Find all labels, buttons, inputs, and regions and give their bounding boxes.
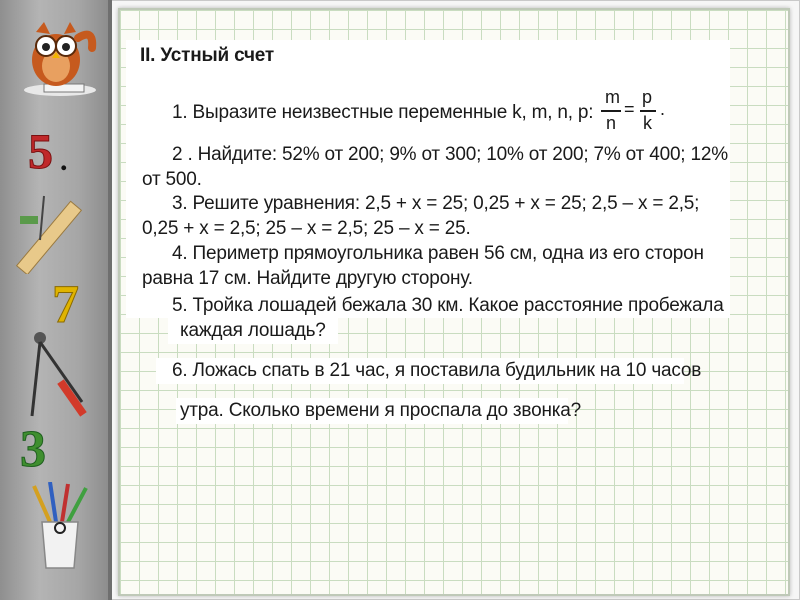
- task-1: 1. Выразите неизвестные переменные k, m, n, p:: [172, 102, 594, 123]
- formula-equals: =: [624, 99, 635, 119]
- task-6-line-2: утра. Сколько времени я проспала до звонка?: [180, 400, 582, 421]
- svg-text:.: .: [60, 144, 68, 177]
- pencil-cup-icon: [20, 482, 100, 572]
- task-5-line-2: каждая лошадь?: [180, 320, 326, 341]
- ruler-pencil-icon: [14, 190, 94, 274]
- formula-num-right: p: [642, 87, 653, 107]
- formula-den-left: n: [606, 113, 617, 133]
- svg-text:3: 3: [20, 421, 46, 474]
- formula-den-right: k: [643, 113, 652, 133]
- svg-text:5: 5: [28, 123, 53, 178]
- task-4-line-2: равна 17 см. Найдите другую сторону.: [142, 268, 473, 289]
- grade-three-icon: [16, 418, 72, 474]
- owl-teacher-icon: [14, 8, 106, 98]
- task-4-line-1: 4. Периметр прямоугольника равен 56 см, одна из его сторон: [172, 243, 704, 264]
- task-3-line-1: 3. Решите уравнения: 2,5 + х = 25; 0,25 + х = 25; 2,5 – х = 2,5;: [172, 193, 700, 214]
- task-5-line-1: 5. Тройка лошадей бежала 30 км. Какое расстояние пробежала: [172, 295, 724, 316]
- grade-seven-icon: [48, 274, 96, 330]
- compass-icon: [20, 328, 100, 424]
- fraction-bar-right: [640, 110, 656, 112]
- task-2-line-2: от 500.: [142, 169, 202, 190]
- task-3-line-2: 0,25 + х = 2,5; 25 – х = 2,5; 25 – х = 25.: [142, 218, 471, 239]
- fraction-bar-left: [601, 110, 621, 112]
- formula-num-left: m: [605, 87, 620, 107]
- svg-text:7: 7: [52, 274, 79, 330]
- formula-dot: .: [660, 99, 666, 119]
- decorative-sidebar: [0, 0, 112, 600]
- task-2-line-1: 2 . Найдите: 52% от 200; 9% от 300; 10% от 200; 7% от 400; 12%: [172, 144, 728, 165]
- grade-five-icon: [24, 122, 80, 178]
- page-title: II. Устный счет: [140, 45, 274, 66]
- task-6-line-1: 6. Ложась спать в 21 час, я поставила будильник на 10 часов: [172, 360, 702, 381]
